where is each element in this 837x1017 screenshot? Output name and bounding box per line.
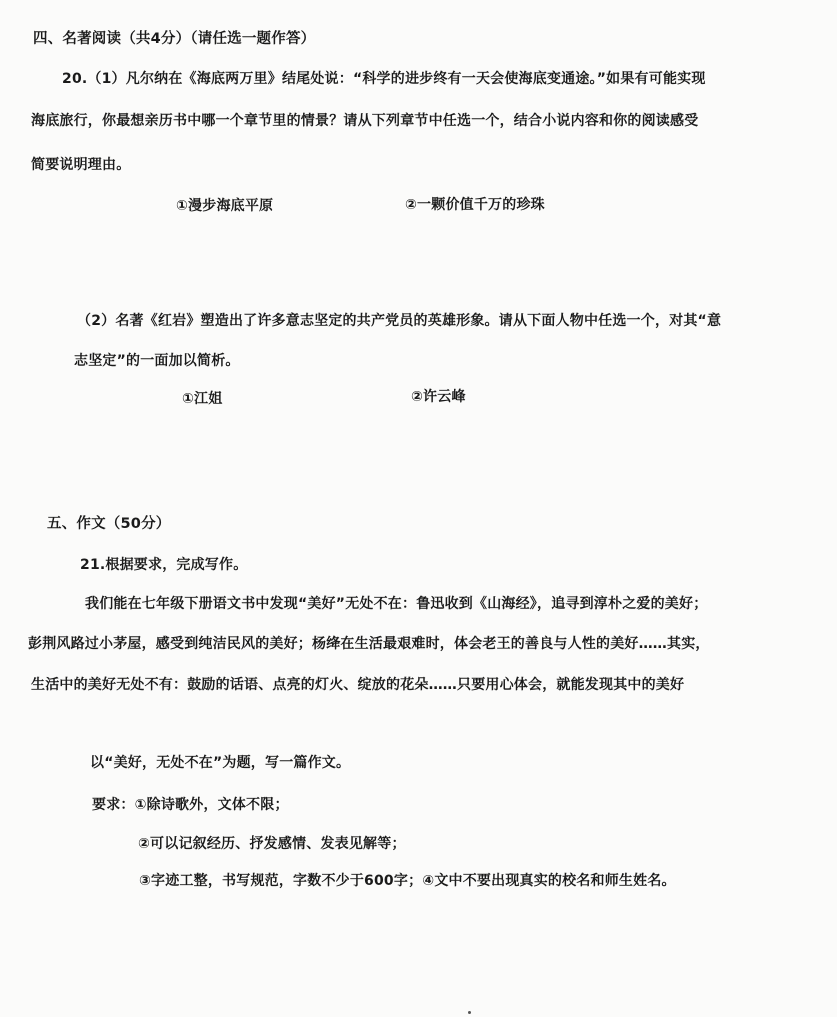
writing-task: 以“美好，无处不在”为题，写一篇作文。 [90, 755, 351, 771]
q21-title: 21.根据要求，完成写作。 [80, 557, 248, 573]
requirement-item3: ③字迹工整，书写规范，字数不少于600字；④文中不要出现真实的校名和师生姓名。 [139, 873, 676, 889]
q20-part2-line1: （2）名著《红岩》塑造出了许多意志坚定的共产党员的英雄形象。请从下面人物中任选一个，对其“意 [77, 313, 722, 329]
requirement-item2: ②可以记叙经历、抒发感情、发表见解等； [138, 836, 406, 852]
q20-part1-line1: 20.（1）凡尔纳在《海底两万里》结尾处说：“科学的进步终有一天会使海底变通途。”如果有可能实现 [62, 71, 706, 87]
section5-heading: 五、作文（50分） [47, 516, 171, 532]
q20-part1-option2: ②一颗价值千万的珍珠 [405, 197, 545, 213]
q20-part1-line3: 简要说明理由。 [31, 157, 131, 173]
prompt-line1: 我们能在七年级下册语文书中发现“美好”无处不在：鲁迅收到《山海经》，追寻到淳朴之爱的美好； [85, 596, 708, 612]
scan-speck [468, 1011, 471, 1014]
q20-part2-line2: 志坚定”的一面加以简析。 [74, 353, 240, 369]
q20-part2-option2: ②许云峰 [411, 389, 466, 405]
q20-part1-option1: ①漫步海底平原 [176, 198, 274, 214]
prompt-line2: 彭荆风路过小茅屋，感受到纯洁民风的美好；杨绛在生活最艰难时，体会老王的善良与人性的美好……其实， [28, 636, 710, 652]
q20-part1-line2: 海底旅行，你最想亲历书中哪一个章节里的情景？请从下列章节中任选一个，结合小说内容和你的阅读感受 [31, 113, 699, 129]
section4-heading: 四、名著阅读（共4分）（请任选一题作答） [33, 31, 316, 47]
requirements-label: 要求：①除诗歌外，文体不限； [92, 797, 289, 813]
q20-part2-option1: ①江姐 [182, 391, 223, 407]
prompt-line3: 生活中的美好无处不有：鼓励的话语、点亮的灯火、绽放的花朵……只要用心体会，就能发现其中的美好 [31, 677, 685, 693]
